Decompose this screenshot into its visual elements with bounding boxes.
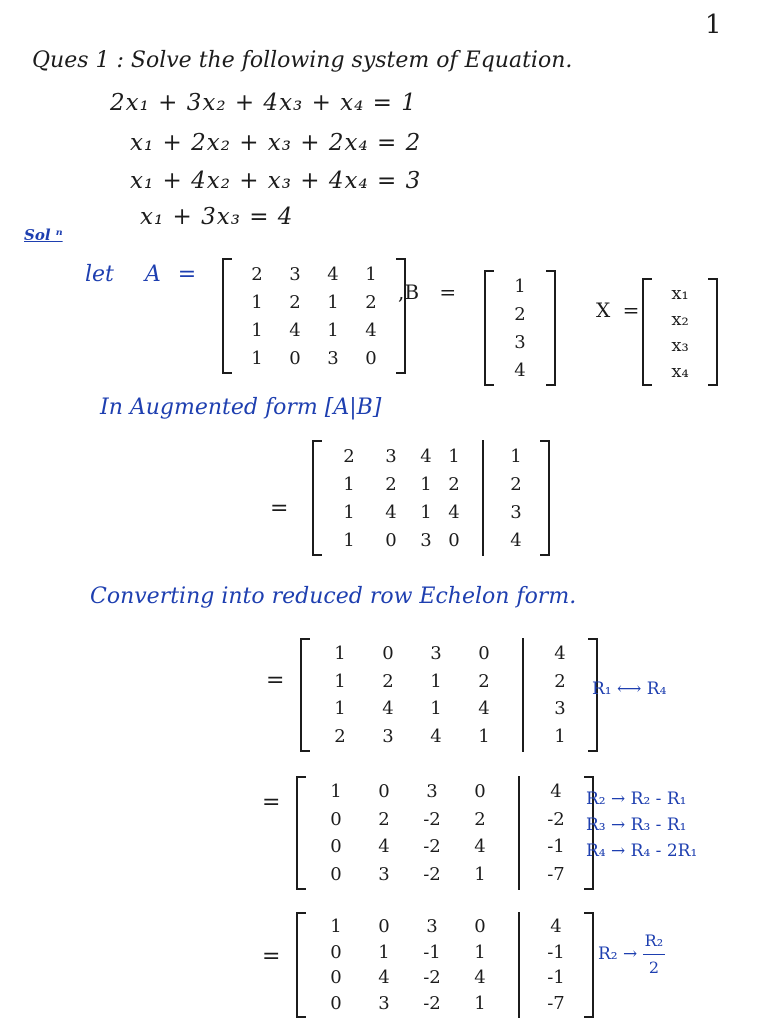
augmented-cell: 0 (448, 529, 460, 551)
augmented-label: In Augmented form [A|B] (100, 395, 382, 420)
step-1-cell: 0 (478, 643, 490, 665)
matrix-a-cell: 2 (289, 291, 301, 313)
step-3-cell: 3 (426, 916, 438, 938)
matrix-b-cell: 3 (514, 331, 526, 353)
step-3-rhs-cell: 4 (550, 916, 562, 938)
matrix-a-name: A (144, 262, 161, 287)
step-1-cell: 3 (382, 725, 394, 747)
matrix-a-cell: 4 (327, 263, 339, 285)
step-3-cell: 1 (378, 941, 390, 963)
augmented-matrix (312, 440, 550, 556)
step-2-cell: 3 (378, 863, 390, 885)
step-2-operations (586, 786, 697, 864)
augmented-cell: 4 (385, 501, 397, 523)
step-3-cell: 0 (474, 916, 486, 938)
step-3-cell: 4 (378, 967, 390, 989)
step-1-cell: 2 (334, 725, 346, 747)
step-2-cell: 4 (474, 836, 486, 858)
augmented-cell: 2 (448, 473, 460, 495)
matrix-a-cell: 0 (365, 347, 377, 369)
step-2-cell: 0 (330, 836, 342, 858)
augmented-cell: 1 (448, 445, 460, 467)
step-3-op-fraction (643, 928, 665, 981)
step-2-cell: 2 (474, 808, 486, 830)
matrix-b (484, 270, 556, 386)
step-1-rhs-cell: 2 (554, 670, 566, 692)
augmented-cell: 0 (385, 529, 397, 551)
matrix-b-cell: 4 (514, 359, 526, 381)
augmented-cell: 1 (420, 473, 432, 495)
row-operation: R₃ → R₃ - R₁ (586, 815, 687, 835)
matrix-b-name: B (404, 280, 420, 304)
step-1-cell: 1 (430, 670, 442, 692)
matrix-a-cell: 4 (365, 319, 377, 341)
augmented-cell: 1 (420, 501, 432, 523)
step-3-cell: 0 (330, 992, 342, 1014)
matrix-a-cell: 1 (327, 319, 339, 341)
matrix-b-label: ,B = (398, 280, 457, 304)
step-3-cell: 0 (330, 941, 342, 963)
row-operation: R₄ → R₄ - 2R₁ (586, 841, 698, 861)
matrix-x (642, 278, 718, 386)
solution-label: Sol ⁿ (24, 226, 63, 244)
step-2-cell: 3 (426, 781, 438, 803)
step-2-cell: 4 (378, 836, 390, 858)
matrix-a-cell: 1 (327, 291, 339, 313)
step-2-cell: 1 (474, 863, 486, 885)
matrix-a-cell: 2 (251, 263, 263, 285)
step-2-cell: 0 (474, 781, 486, 803)
step-3-op-lhs: R₂ → (598, 944, 638, 964)
augmented-cell: 2 (343, 445, 355, 467)
augmented-cell: 4 (448, 501, 460, 523)
matrix-a-cell: 1 (251, 291, 263, 313)
step-3-rhs-cell: -7 (547, 992, 565, 1014)
fraction-denominator: 2 (648, 958, 659, 977)
let-text: let (85, 262, 114, 287)
step-3-cell: 1 (474, 992, 486, 1014)
step-1-cell: 3 (430, 643, 442, 665)
step-3-cell: -1 (423, 941, 441, 963)
step-2-cell: -2 (423, 808, 441, 830)
step-2-matrix (296, 776, 594, 890)
matrix-a-cell: 3 (289, 263, 301, 285)
step-1-cell: 2 (478, 670, 490, 692)
step-2-cell: 0 (330, 863, 342, 885)
augmented-cell: 2 (385, 473, 397, 495)
step-1-rhs-cell: 3 (554, 698, 566, 720)
matrix-a (222, 258, 406, 374)
matrix-a-cell: 1 (251, 347, 263, 369)
matrix-b-cell: 2 (514, 303, 526, 325)
matrix-x-cell: x₃ (671, 334, 689, 356)
conversion-label: Converting into reduced row Echelon form. (90, 584, 577, 609)
question-heading: Ques 1 : Solve the following system of Equation. (32, 48, 573, 73)
row-operation: R₁ ⟷ R₄ (592, 679, 667, 699)
equation-3: x₁ + 4x₂ + x₃ + 4x₄ = 3 (130, 168, 422, 194)
matrix-x-cell: x₄ (671, 360, 689, 382)
step-1-cell: 1 (430, 698, 442, 720)
step-1-operations (592, 676, 666, 702)
fraction-numerator: R₂ (643, 928, 665, 955)
step-2-cell: -2 (423, 836, 441, 858)
step-1-cell: 1 (334, 643, 346, 665)
step-1-matrix (300, 638, 598, 752)
row-operation: R₂ → R₂ - R₁ (586, 789, 687, 809)
step-1-cell: 2 (382, 670, 394, 692)
matrix-x-label: X = (596, 298, 640, 322)
equation-2: x₁ + 2x₂ + x₃ + 2x₄ = 2 (130, 130, 422, 156)
matrix-x-cell: x₂ (671, 308, 689, 330)
step-1-cell: 1 (334, 670, 346, 692)
augmented-rhs-cell: 3 (510, 501, 522, 523)
step-3-rhs-cell: -1 (547, 941, 565, 963)
step-2-cell: 2 (378, 808, 390, 830)
augmented-equals: = (270, 496, 289, 521)
step-1-rhs-cell: 1 (554, 725, 566, 747)
step-3-cell: 3 (378, 992, 390, 1014)
step-1-rhs-cell: 4 (554, 643, 566, 665)
step-3-cell: 1 (474, 941, 486, 963)
equation-4: x₁ + 3x₃ = 4 (140, 204, 294, 230)
step-3-cell: -2 (423, 967, 441, 989)
page-number: 1 (705, 10, 722, 40)
augmented-cell: 1 (343, 501, 355, 523)
matrix-a-cell: 3 (327, 347, 339, 369)
step-3-equals: = (262, 944, 281, 969)
augmented-cell: 3 (420, 529, 432, 551)
matrix-a-cell: 1 (365, 263, 377, 285)
step-2-rhs-cell: -2 (547, 808, 565, 830)
augmented-cell: 4 (420, 445, 432, 467)
matrix-x-name: X (596, 298, 611, 322)
matrix-a-cell: 0 (289, 347, 301, 369)
step-3-cell: 4 (474, 967, 486, 989)
augmented-rhs-cell: 4 (510, 529, 522, 551)
step-3-cell: -2 (423, 992, 441, 1014)
step-1-cell: 4 (382, 698, 394, 720)
matrix-a-cell: 2 (365, 291, 377, 313)
matrix-x-cell: x₁ (671, 282, 689, 304)
matrix-a-cell: 1 (251, 319, 263, 341)
step-2-cell: 1 (330, 781, 342, 803)
augmented-cell: 1 (343, 529, 355, 551)
step-3-matrix (296, 912, 594, 1018)
step-3-rhs-cell: -1 (547, 967, 565, 989)
equation-1: 2x₁ + 3x₂ + 4x₃ + x₄ = 1 (110, 90, 417, 116)
augmented-rhs-cell: 1 (510, 445, 522, 467)
step-2-rhs-cell: -1 (547, 836, 565, 858)
step-1-cell: 0 (382, 643, 394, 665)
step-1-cell: 4 (478, 698, 490, 720)
equals-sign: = (177, 262, 197, 287)
augmented-rhs-cell: 2 (510, 473, 522, 495)
augmented-cell: 1 (343, 473, 355, 495)
matrix-b-cell: 1 (514, 275, 526, 297)
step-2-rhs-cell: 4 (550, 781, 562, 803)
step-2-cell: -2 (423, 863, 441, 885)
step-2-cell: 0 (378, 781, 390, 803)
step-1-cell: 1 (334, 698, 346, 720)
let-statement (85, 262, 196, 287)
augmented-cell: 3 (385, 445, 397, 467)
step-2-equals: = (262, 790, 281, 815)
step-3-cell: 1 (330, 916, 342, 938)
step-3-cell: 0 (378, 916, 390, 938)
step-2-cell: 0 (330, 808, 342, 830)
step-1-cell: 1 (478, 725, 490, 747)
step-1-equals: = (266, 668, 285, 693)
step-3-operations (598, 928, 665, 981)
step-3-cell: 0 (330, 967, 342, 989)
step-2-rhs-cell: -7 (547, 863, 565, 885)
matrix-a-cell: 4 (289, 319, 301, 341)
step-1-cell: 4 (430, 725, 442, 747)
